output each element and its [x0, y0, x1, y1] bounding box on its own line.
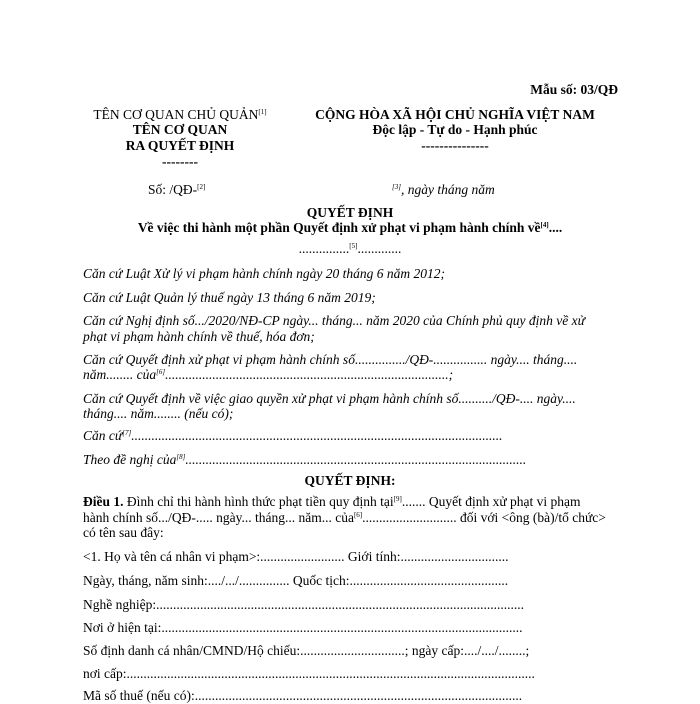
basis-line — [83, 391, 576, 407]
place-date-text: , ngày tháng năm — [400, 182, 495, 197]
authority-pre: ............... — [298, 241, 350, 256]
basis-text: năm........ của — [83, 367, 157, 382]
footnote-ref: [4] — [540, 221, 549, 229]
basis-line — [83, 313, 585, 329]
header-right-divider: --------------- — [421, 138, 489, 153]
footnote-ref: [6] — [156, 368, 166, 376]
header-left-divider: -------- — [162, 154, 198, 169]
article-label: Điều 1. — [83, 494, 124, 509]
basis-dots: .............................................................................................................. — [131, 428, 503, 443]
basis-text: Căn cứ Luật Xử lý vi phạm hành chính ngày 20 tháng 6 năm 2012; — [83, 266, 445, 281]
authority-post: ............. — [357, 241, 402, 256]
basis-text: phạt vi phạm hành chính về thuế, hóa đơn; — [83, 329, 315, 344]
field-id-number: Số định danh cá nhân/CMND/Hộ chiếu:...............................; ngày cấp:..../..../........; — [83, 643, 530, 658]
document-subtitle — [0, 220, 700, 236]
footnote-ref: [1] — [258, 108, 267, 116]
subtitle-tail: .... — [548, 220, 563, 235]
basis-line — [83, 406, 233, 422]
place-date — [392, 182, 495, 198]
footnote-ref: [8] — [176, 453, 186, 461]
article-text: ....... Quyết định xử phạt vi phạm — [401, 494, 581, 509]
basis-line — [83, 367, 453, 383]
field-issue-place: nơi cấp:......................................................................................................................... — [83, 666, 535, 681]
agency-name: TÊN CƠ QUAN — [132, 122, 228, 137]
issuing-authority — [0, 241, 700, 257]
basis-dots: ....................................................................................; — [165, 367, 454, 382]
field-occupation: Nghề nghiệp:............................................................................................................. — [83, 597, 524, 612]
article-text: Đình chỉ thi hành hình thức phạt tiền quy định tại — [123, 494, 394, 509]
article-line — [83, 510, 606, 526]
basis-text: Theo đề nghị của — [83, 452, 177, 467]
basis-line — [83, 352, 577, 368]
form-number: Mẫu số: 03/QĐ — [530, 82, 618, 97]
field-name-gender: <1. Họ và tên cá nhân vi phạm>:......................... Giới tính:................................ — [83, 549, 509, 564]
basis-line — [83, 452, 526, 468]
agency-issuing: RA QUYẾT ĐỊNH — [125, 138, 235, 153]
basis-line — [83, 329, 315, 345]
basis-text: tháng.... năm........ (nếu có); — [83, 406, 234, 421]
footnote-ref: [7] — [122, 429, 132, 437]
national-motto: Độc lập - Tự do - Hạnh phúc — [372, 122, 538, 137]
national-title: CỘNG HÒA XÃ HỘI CHỦ NGHĨA VIỆT NAM — [315, 107, 595, 122]
subtitle-text: Về việc thi hành một phần Quyết định xử phạt vi phạm hành chính về — [137, 220, 541, 235]
basis-text: Căn cứ — [83, 428, 123, 443]
field-residence: Nơi ở hiện tại:........................................................................................................... — [83, 620, 523, 635]
article-line: có tên sau đây: — [83, 525, 164, 540]
footnote-ref: [9] — [393, 495, 402, 503]
document-title: QUYẾT ĐỊNH — [306, 205, 394, 220]
basis-line — [83, 266, 445, 282]
footnote-ref: [2] — [197, 183, 206, 191]
field-dob-nationality: Ngày, tháng, năm sinh:..../.../............... Quốc tịch:............................................... — [83, 573, 509, 588]
basis-text: Căn cứ Quyết định về việc giao quyền xử phạt vi phạm hành chính số........../QĐ-.... ngày.... — [83, 391, 576, 406]
footnote-ref: [5] — [349, 242, 358, 250]
basis-text: Căn cứ Luật Quản lý thuế ngày 13 tháng 6 năm 2019; — [83, 290, 376, 305]
decision-number — [148, 182, 205, 198]
decision-heading: QUYẾT ĐỊNH: — [304, 473, 396, 488]
agency-parent — [80, 107, 280, 123]
footnote-ref: [3] — [392, 183, 401, 191]
basis-line — [83, 290, 376, 306]
footnote-ref: [6] — [353, 511, 363, 519]
article-text: ............................ đối với <ông (bà)/tổ chức> — [362, 510, 606, 525]
basis-dots: ..................................................................................................... — [185, 452, 527, 467]
article-line — [83, 494, 581, 510]
basis-text: Căn cứ Quyết định xử phạt vi phạm hành chính số.............../QĐ-................ ngày.... tháng.... — [83, 352, 578, 367]
article-text: hành chính số.../QĐ-..... ngày... tháng... năm... của — [83, 510, 354, 525]
field-tax-code: Mã số thuế (nếu có):................................................................................................. — [83, 688, 523, 703]
agency-parent-text: TÊN CƠ QUAN CHỦ QUẢN — [93, 107, 259, 122]
decision-number-text: Số: /QĐ- — [148, 182, 198, 197]
basis-line — [83, 428, 502, 444]
basis-text: Căn cứ Nghị định số.../2020/NĐ-CP ngày... tháng... năm 2020 của Chính phủ quy định về xử — [83, 313, 585, 328]
